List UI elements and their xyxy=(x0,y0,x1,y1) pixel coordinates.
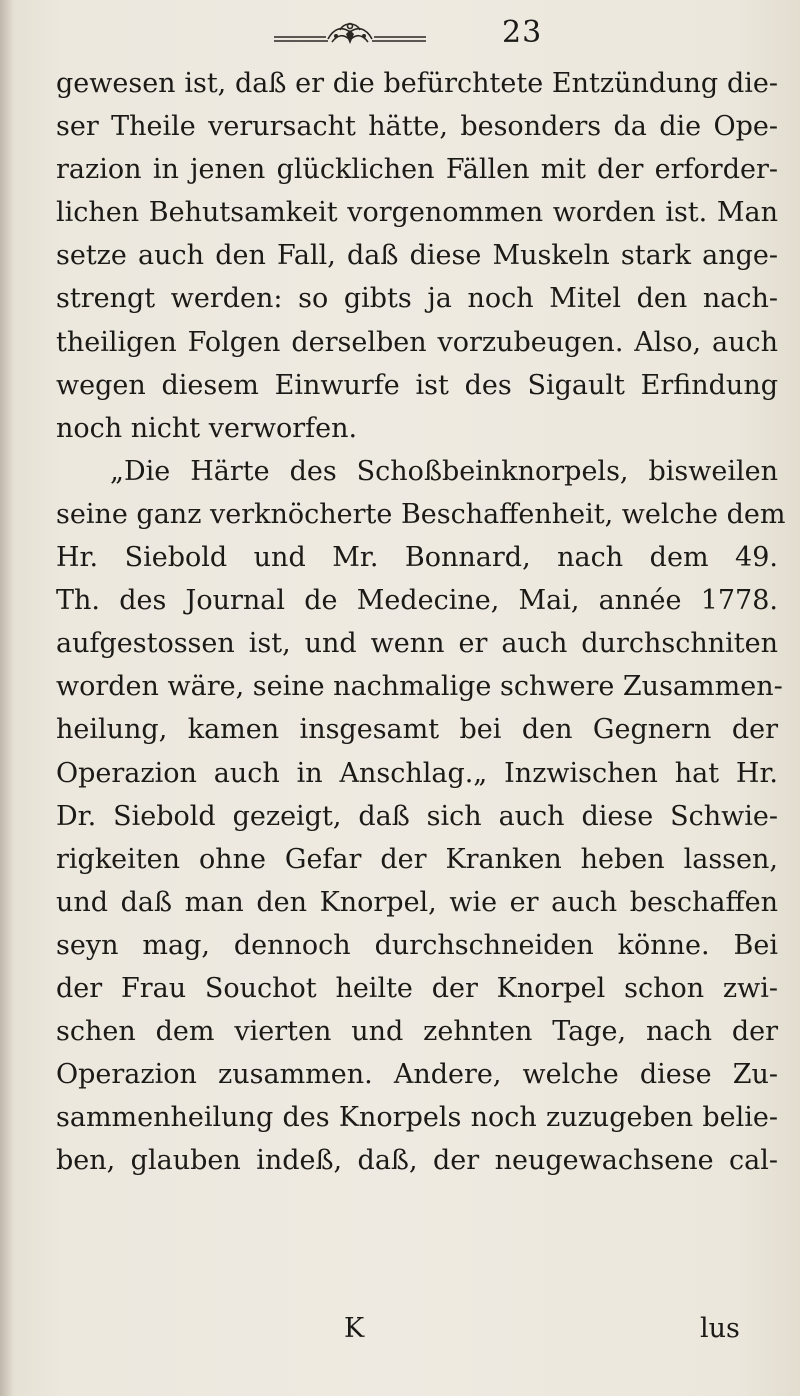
text-line: heilung, kamen insgesamt bei den Gegnern der xyxy=(56,714,778,746)
text-line: Dr. Siebold gezeigt, daß sich auch diese Schwie- xyxy=(56,800,778,832)
text-line: schen dem vierten und zehnten Tage, nach der xyxy=(56,1016,778,1048)
binding-shadow xyxy=(0,0,14,1396)
signature-mark: K xyxy=(344,1313,365,1344)
text-line: wegen diesem Einwurfe ist des Sigault Erfindung xyxy=(56,369,778,401)
text-line: der Frau Souchot heilte der Knorpel schon zwi- xyxy=(56,972,778,1004)
text-line: seine ganz verknöcherte Beschaffenheit, welche dem xyxy=(56,498,786,530)
text-line: setze auch den Fall, daß diese Muskeln stark ange- xyxy=(56,240,778,272)
text-line: Operazion auch in Anschlag.„ Inzwischen hat Hr. xyxy=(56,757,778,789)
page-number: 23 xyxy=(502,15,543,50)
text-line: noch nicht verworfen. xyxy=(56,412,358,444)
text-line: aufgestossen ist, und wenn er auch durchschniten xyxy=(56,628,778,660)
text-line: strengt werden: so gibts ja noch Mitel den nach- xyxy=(56,283,778,315)
text-line: und daß man den Knorpel, wie er auch beschaffen xyxy=(56,886,778,918)
text-line: Hr. Siebold und Mr. Bonnard, nach dem 49. xyxy=(56,542,778,574)
catchword: lus xyxy=(700,1313,740,1344)
text-line: razion in jenen glücklichen Fällen mit der erforder- xyxy=(56,154,778,186)
text-line: lichen Behutsamkeit vorgenommen worden ist. Man xyxy=(56,197,778,229)
ornament-icon xyxy=(268,20,432,48)
text-line: Th. des Journal de Medecine, Mai, année 1778. xyxy=(56,585,778,617)
text-line: rigkeiten ohne Gefar der Kranken heben lassen, xyxy=(56,843,778,875)
text-line: sammenheilung des Knorpels noch zuzugeben belie- xyxy=(56,1102,778,1134)
body-text xyxy=(56,62,786,1182)
text-line: seyn mag, dennoch durchschneiden könne. Bei xyxy=(56,929,778,961)
text-line: gewesen ist, daß er die befürchtete Entzündung die- xyxy=(56,68,778,99)
text-line: theiligen Folgen derselben vorzubeugen. Also, auch xyxy=(56,326,778,358)
text-line: „Die Härte des Schoßbeinknorpels, bisweilen xyxy=(110,455,778,487)
text-line: worden wäre, seine nachmalige schwere Zusammen- xyxy=(56,671,783,703)
text-line: Operazion zusammen. Andere, welche diese Zu- xyxy=(56,1059,778,1091)
text-line: ser Theile verursacht hätte, besonders da die Ope- xyxy=(56,111,778,143)
text-line: ben, glauben indeß, daß, der neugewachsene cal- xyxy=(56,1145,778,1177)
